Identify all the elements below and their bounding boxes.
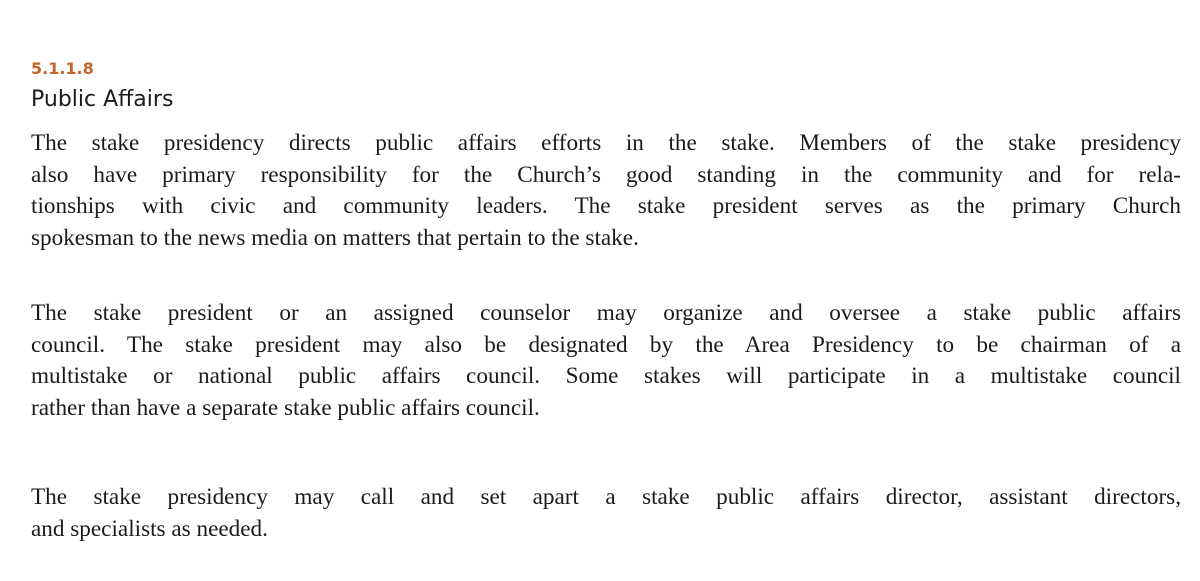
paragraph-line: rather than have a separate stake public affairs council. [31,394,540,421]
document-page [31,0,1181,581]
paragraph-public-affairs-callings [31,482,1181,545]
paragraph-line: and specialists as needed. [31,515,268,542]
paragraph-line: tionships with civic and community leaders. The stake president serves as the primary Church [31,193,1181,219]
paragraph-public-affairs-council [31,298,1181,424]
paragraph-line: council. The stake president may also be designated by the Area Presidency to be chairman of a [31,331,1181,358]
section-title: Public Affairs [31,87,174,112]
paragraph-public-affairs-direction [31,128,1181,254]
paragraph-line: The stake presidency may call and set apart a stake public affairs director, assistant directors, [31,484,1181,510]
section-number: 5.1.1.8 [31,59,94,78]
paragraph-line: The stake presidency directs public affairs efforts in the stake. Members of the stake presidency [31,130,1181,156]
paragraph-line: multistake or national public affairs council. Some stakes will participate in a multistake council [31,363,1181,389]
paragraph-line: The stake president or an assigned counselor may organize and oversee a stake public affairs [31,300,1181,326]
paragraph-line: spokesman to the news media on matters that pertain to the stake. [31,224,639,251]
paragraph-line: also have primary responsibility for the Church’s good standing in the community and for rela- [31,161,1181,188]
